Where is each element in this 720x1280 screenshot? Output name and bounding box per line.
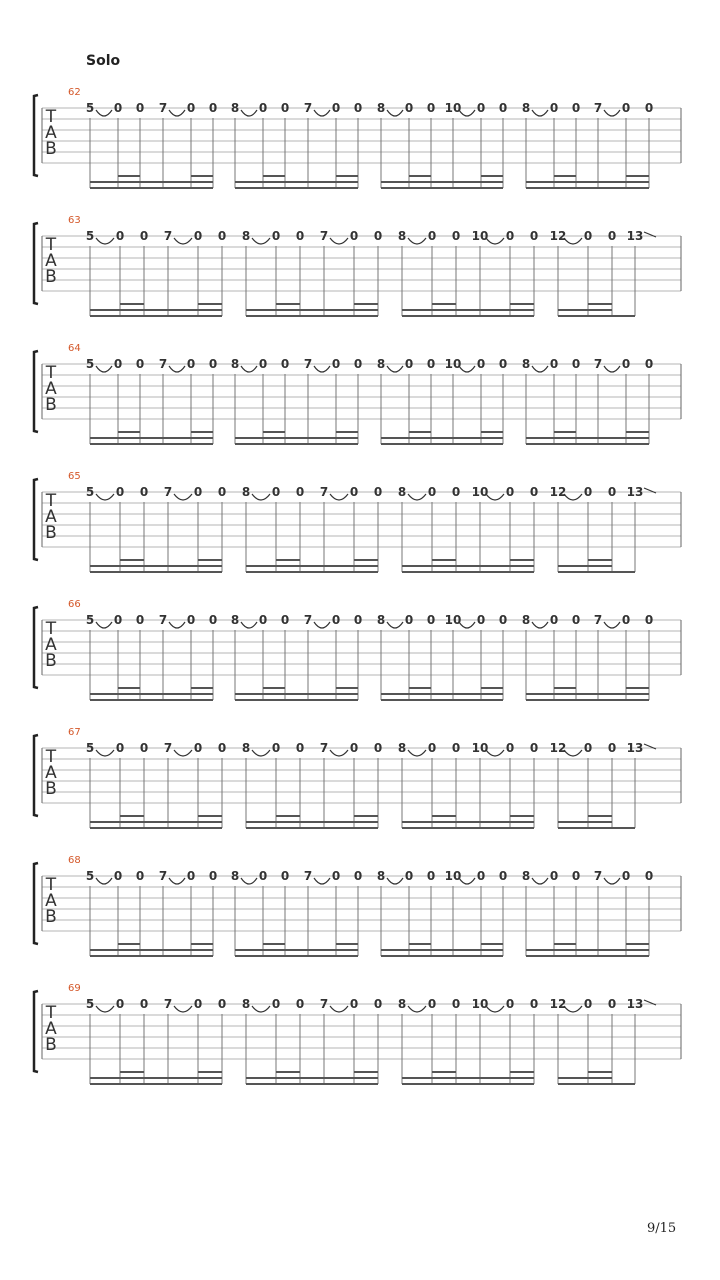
fret-number: 8	[241, 485, 251, 499]
fret-number: 0	[280, 869, 290, 883]
slur-arc	[387, 366, 403, 372]
fret-number: 10	[444, 101, 462, 115]
fret-number: 0	[135, 101, 145, 115]
fret-number: 10	[471, 485, 489, 499]
fret-number: 0	[113, 357, 123, 371]
slur-arc	[252, 238, 270, 244]
fret-number: 0	[404, 357, 414, 371]
fret-number: 0	[271, 229, 281, 243]
fret-number: 0	[549, 357, 559, 371]
slur-arc	[387, 110, 403, 116]
fret-number: 0	[451, 485, 461, 499]
slur-arc	[459, 110, 475, 116]
tab-clef-letter: T	[45, 363, 57, 383]
measure-number: 64	[68, 343, 81, 354]
fret-number: 0	[644, 357, 654, 371]
fret-number: 0	[258, 869, 268, 883]
fret-number: 0	[353, 357, 363, 371]
fret-number: 5	[85, 997, 95, 1011]
fret-number: 7	[593, 869, 603, 883]
fret-number: 8	[376, 613, 386, 627]
fret-number: 7	[158, 357, 168, 371]
tab-clef-letter: T	[45, 235, 57, 255]
fret-number: 0	[295, 485, 305, 499]
slur-arc	[96, 750, 114, 756]
system-bracket	[34, 607, 38, 688]
slur-arc	[408, 238, 426, 244]
fret-number: 0	[427, 741, 437, 755]
slur-arc	[387, 622, 403, 628]
tab-clef-letter: A	[45, 379, 57, 399]
tab-clef-letter: B	[45, 907, 57, 927]
fret-number: 0	[644, 869, 654, 883]
fret-number: 0	[621, 101, 631, 115]
slur-arc	[564, 750, 582, 756]
fret-number: 0	[349, 229, 359, 243]
fret-number: 0	[349, 997, 359, 1011]
fret-number: 0	[193, 229, 203, 243]
fret-number: 0	[353, 869, 363, 883]
fret-number: 7	[319, 997, 329, 1011]
fret-number: 0	[139, 741, 149, 755]
fret-number: 0	[451, 997, 461, 1011]
slur-arc	[459, 622, 475, 628]
fret-number: 5	[85, 101, 95, 115]
fret-number: 8	[376, 101, 386, 115]
fret-number: 0	[373, 997, 383, 1011]
measure-number: 62	[68, 87, 81, 98]
fret-number: 0	[549, 869, 559, 883]
fret-number: 7	[593, 613, 603, 627]
slur-arc	[96, 878, 112, 884]
tab-clef-letter: B	[45, 779, 57, 799]
tab-clef-letter: A	[45, 635, 57, 655]
slur-arc	[241, 878, 257, 884]
fret-number: 0	[621, 613, 631, 627]
fret-number: 13	[626, 485, 644, 499]
tab-clef-letter: A	[45, 763, 57, 783]
fret-number: 0	[331, 101, 341, 115]
fret-number: 0	[258, 101, 268, 115]
fret-number: 8	[230, 101, 240, 115]
slur-arc	[96, 494, 114, 500]
fret-number: 0	[529, 229, 539, 243]
fret-number: 8	[230, 357, 240, 371]
slur-arc	[486, 238, 504, 244]
fret-number: 0	[353, 613, 363, 627]
fret-number: 8	[397, 997, 407, 1011]
fret-number: 10	[444, 869, 462, 883]
fret-number: 0	[280, 357, 290, 371]
fret-number: 0	[404, 613, 414, 627]
fret-number: 0	[271, 741, 281, 755]
tab-clef-letter: T	[45, 875, 57, 895]
fret-number: 7	[158, 101, 168, 115]
fret-number: 0	[139, 229, 149, 243]
fret-number: 0	[607, 997, 617, 1011]
fret-number: 7	[158, 869, 168, 883]
slur-arc	[96, 1006, 114, 1012]
system-bracket	[34, 735, 38, 816]
fret-number: 0	[476, 357, 486, 371]
fret-number: 0	[115, 485, 125, 499]
slur-arc	[532, 622, 548, 628]
fret-number: 0	[115, 741, 125, 755]
fret-number: 0	[280, 613, 290, 627]
fret-number: 0	[451, 229, 461, 243]
fret-number: 8	[241, 741, 251, 755]
slur-arc	[96, 110, 112, 116]
slur-arc	[96, 238, 114, 244]
slur-arc	[314, 366, 330, 372]
slur-arc	[252, 1006, 270, 1012]
fret-number: 0	[186, 101, 196, 115]
slur-arc	[604, 878, 620, 884]
fret-number: 0	[426, 869, 436, 883]
slur-arc	[169, 878, 185, 884]
fret-number: 7	[319, 229, 329, 243]
slur-arc	[169, 366, 185, 372]
fret-number: 12	[549, 485, 567, 499]
fret-number: 0	[621, 357, 631, 371]
slur-arc	[174, 494, 192, 500]
fret-number: 8	[241, 997, 251, 1011]
fret-number: 10	[471, 229, 489, 243]
fret-number: 12	[549, 741, 567, 755]
tab-clef-letter: T	[45, 1003, 57, 1023]
slur-arc	[241, 110, 257, 116]
fret-number: 0	[549, 613, 559, 627]
fret-number: 0	[498, 101, 508, 115]
tab-clef-letter: A	[45, 507, 57, 527]
slur-arc	[252, 494, 270, 500]
fret-number: 5	[85, 485, 95, 499]
slur-arc	[408, 1006, 426, 1012]
fret-number: 0	[115, 997, 125, 1011]
fret-number: 0	[113, 101, 123, 115]
fret-number: 0	[476, 101, 486, 115]
measure-number: 67	[68, 727, 81, 738]
fret-number: 7	[303, 613, 313, 627]
fret-number: 0	[404, 869, 414, 883]
tab-clef-letter: T	[45, 747, 57, 767]
fret-number: 0	[113, 613, 123, 627]
measure-number: 68	[68, 855, 81, 866]
fret-number: 7	[319, 741, 329, 755]
fret-number: 0	[607, 229, 617, 243]
fret-number: 0	[135, 357, 145, 371]
fret-number: 0	[427, 485, 437, 499]
fret-number: 0	[258, 613, 268, 627]
system-bracket	[34, 351, 38, 432]
slur-arc	[486, 1006, 504, 1012]
fret-number: 0	[353, 101, 363, 115]
fret-number: 0	[505, 741, 515, 755]
system-bracket	[34, 95, 38, 176]
tab-clef-letter: B	[45, 395, 57, 415]
slur-arc	[314, 622, 330, 628]
slur-arc	[564, 238, 582, 244]
tab-clef-letter: T	[45, 107, 57, 127]
system-bracket	[34, 223, 38, 304]
fret-number: 8	[521, 357, 531, 371]
fret-number: 7	[303, 869, 313, 883]
fret-number: 0	[193, 741, 203, 755]
fret-number: 0	[271, 485, 281, 499]
fret-number: 0	[208, 357, 218, 371]
fret-number: 0	[549, 101, 559, 115]
slur-arc	[241, 622, 257, 628]
fret-number: 7	[163, 997, 173, 1011]
tab-clef-letter: A	[45, 123, 57, 143]
slur-arc	[604, 366, 620, 372]
tab-clef-letter: A	[45, 251, 57, 271]
fret-number: 0	[217, 229, 227, 243]
fret-number: 8	[521, 613, 531, 627]
fret-number: 0	[271, 997, 281, 1011]
fret-number: 0	[583, 997, 593, 1011]
fret-number: 0	[529, 741, 539, 755]
fret-number: 0	[295, 997, 305, 1011]
slur-arc	[459, 366, 475, 372]
fret-number: 0	[208, 869, 218, 883]
slur-arc	[330, 494, 348, 500]
fret-number: 7	[158, 613, 168, 627]
fret-number: 0	[427, 229, 437, 243]
slur-arc	[486, 750, 504, 756]
fret-number: 0	[208, 613, 218, 627]
fret-number: 8	[397, 741, 407, 755]
measure-number: 65	[68, 471, 81, 482]
fret-number: 10	[471, 997, 489, 1011]
tab-clef-letter: B	[45, 139, 57, 159]
fret-number: 0	[115, 229, 125, 243]
fret-number: 7	[303, 101, 313, 115]
fret-number: 0	[426, 613, 436, 627]
fret-number: 5	[85, 741, 95, 755]
tab-clef-letter: A	[45, 891, 57, 911]
fret-number: 0	[217, 741, 227, 755]
measure-number: 69	[68, 983, 81, 994]
fret-number: 0	[331, 357, 341, 371]
fret-number: 13	[626, 229, 644, 243]
fret-number: 0	[571, 869, 581, 883]
fret-number: 0	[331, 613, 341, 627]
slur-arc	[408, 750, 426, 756]
slur-arc	[314, 878, 330, 884]
fret-number: 0	[583, 485, 593, 499]
slur-arc	[459, 878, 475, 884]
tab-clef-letter: B	[45, 523, 57, 543]
slur-arc	[169, 622, 185, 628]
slur-arc	[96, 622, 112, 628]
fret-number: 8	[521, 101, 531, 115]
fret-number: 0	[583, 741, 593, 755]
fret-number: 0	[505, 485, 515, 499]
fret-number: 0	[139, 485, 149, 499]
slur-arc	[174, 1006, 192, 1012]
fret-number: 0	[135, 613, 145, 627]
fret-number: 0	[217, 485, 227, 499]
fret-number: 8	[376, 357, 386, 371]
fret-number: 0	[208, 101, 218, 115]
fret-number: 0	[505, 229, 515, 243]
section-title: Solo	[86, 53, 121, 69]
slur-arc	[241, 366, 257, 372]
fret-number: 0	[349, 741, 359, 755]
fret-number: 0	[476, 613, 486, 627]
fret-number: 0	[498, 613, 508, 627]
fret-number: 0	[258, 357, 268, 371]
fret-number: 8	[376, 869, 386, 883]
tab-clef-letter: B	[45, 651, 57, 671]
fret-number: 0	[571, 613, 581, 627]
fret-number: 5	[85, 613, 95, 627]
slur-arc	[486, 494, 504, 500]
fret-number: 10	[444, 613, 462, 627]
fret-number: 0	[135, 869, 145, 883]
fret-number: 0	[426, 101, 436, 115]
fret-number: 0	[186, 357, 196, 371]
fret-number: 0	[505, 997, 515, 1011]
fret-number: 0	[583, 229, 593, 243]
fret-number: 0	[331, 869, 341, 883]
tab-clef-letter: A	[45, 1019, 57, 1039]
fret-number: 0	[426, 357, 436, 371]
fret-number: 0	[295, 741, 305, 755]
fret-number: 5	[85, 869, 95, 883]
fret-number: 0	[217, 997, 227, 1011]
fret-number: 0	[607, 741, 617, 755]
fret-number: 0	[373, 741, 383, 755]
fret-number: 0	[295, 229, 305, 243]
fret-number: 5	[85, 229, 95, 243]
fret-number: 0	[373, 229, 383, 243]
fret-number: 0	[193, 485, 203, 499]
slur-arc	[174, 238, 192, 244]
slur-arc	[330, 238, 348, 244]
fret-number: 0	[529, 485, 539, 499]
fret-number: 7	[163, 229, 173, 243]
fret-number: 0	[621, 869, 631, 883]
slur-arc	[252, 750, 270, 756]
measure-number: 63	[68, 215, 81, 226]
fret-number: 7	[593, 101, 603, 115]
fret-number: 8	[397, 229, 407, 243]
page-number: 9/15	[647, 1221, 677, 1236]
fret-number: 0	[644, 101, 654, 115]
fret-number: 0	[404, 101, 414, 115]
tab-clef-letter: T	[45, 491, 57, 511]
fret-number: 0	[186, 613, 196, 627]
fret-number: 8	[230, 613, 240, 627]
fret-number: 0	[498, 357, 508, 371]
fret-number: 0	[113, 869, 123, 883]
slur-arc	[330, 750, 348, 756]
slur-arc	[408, 494, 426, 500]
slur-arc	[604, 622, 620, 628]
fret-number: 0	[193, 997, 203, 1011]
slur-arc	[532, 110, 548, 116]
fret-number: 10	[444, 357, 462, 371]
slur-arc	[96, 366, 112, 372]
fret-number: 0	[186, 869, 196, 883]
slur-arc	[387, 878, 403, 884]
system-bracket	[34, 863, 38, 944]
measure-number: 66	[68, 599, 81, 610]
fret-number: 0	[571, 357, 581, 371]
slur-arc	[604, 110, 620, 116]
tab-clef-letter: T	[45, 619, 57, 639]
fret-number: 0	[607, 485, 617, 499]
fret-number: 0	[498, 869, 508, 883]
fret-number: 12	[549, 229, 567, 243]
fret-number: 0	[529, 997, 539, 1011]
fret-number: 0	[451, 741, 461, 755]
fret-number: 7	[163, 741, 173, 755]
fret-number: 10	[471, 741, 489, 755]
fret-number: 13	[626, 997, 644, 1011]
fret-number: 7	[319, 485, 329, 499]
fret-number: 0	[644, 613, 654, 627]
fret-number: 0	[349, 485, 359, 499]
fret-number: 0	[139, 997, 149, 1011]
tab-clef-letter: B	[45, 1035, 57, 1055]
fret-number: 0	[476, 869, 486, 883]
slur-arc	[330, 1006, 348, 1012]
fret-number: 0	[373, 485, 383, 499]
fret-number: 0	[427, 997, 437, 1011]
slur-arc	[564, 1006, 582, 1012]
fret-number: 5	[85, 357, 95, 371]
slur-arc	[314, 110, 330, 116]
fret-number: 7	[593, 357, 603, 371]
system-bracket	[34, 991, 38, 1072]
fret-number: 8	[521, 869, 531, 883]
slur-arc	[174, 750, 192, 756]
fret-number: 8	[230, 869, 240, 883]
slur-arc	[532, 878, 548, 884]
slur-arc	[169, 110, 185, 116]
tab-clef-letter: B	[45, 267, 57, 287]
slur-arc	[532, 366, 548, 372]
fret-number: 8	[241, 229, 251, 243]
system-bracket	[34, 479, 38, 560]
slur-arc	[564, 494, 582, 500]
fret-number: 13	[626, 741, 644, 755]
fret-number: 8	[397, 485, 407, 499]
fret-number: 7	[163, 485, 173, 499]
fret-number: 0	[571, 101, 581, 115]
fret-number: 0	[280, 101, 290, 115]
fret-number: 12	[549, 997, 567, 1011]
fret-number: 7	[303, 357, 313, 371]
